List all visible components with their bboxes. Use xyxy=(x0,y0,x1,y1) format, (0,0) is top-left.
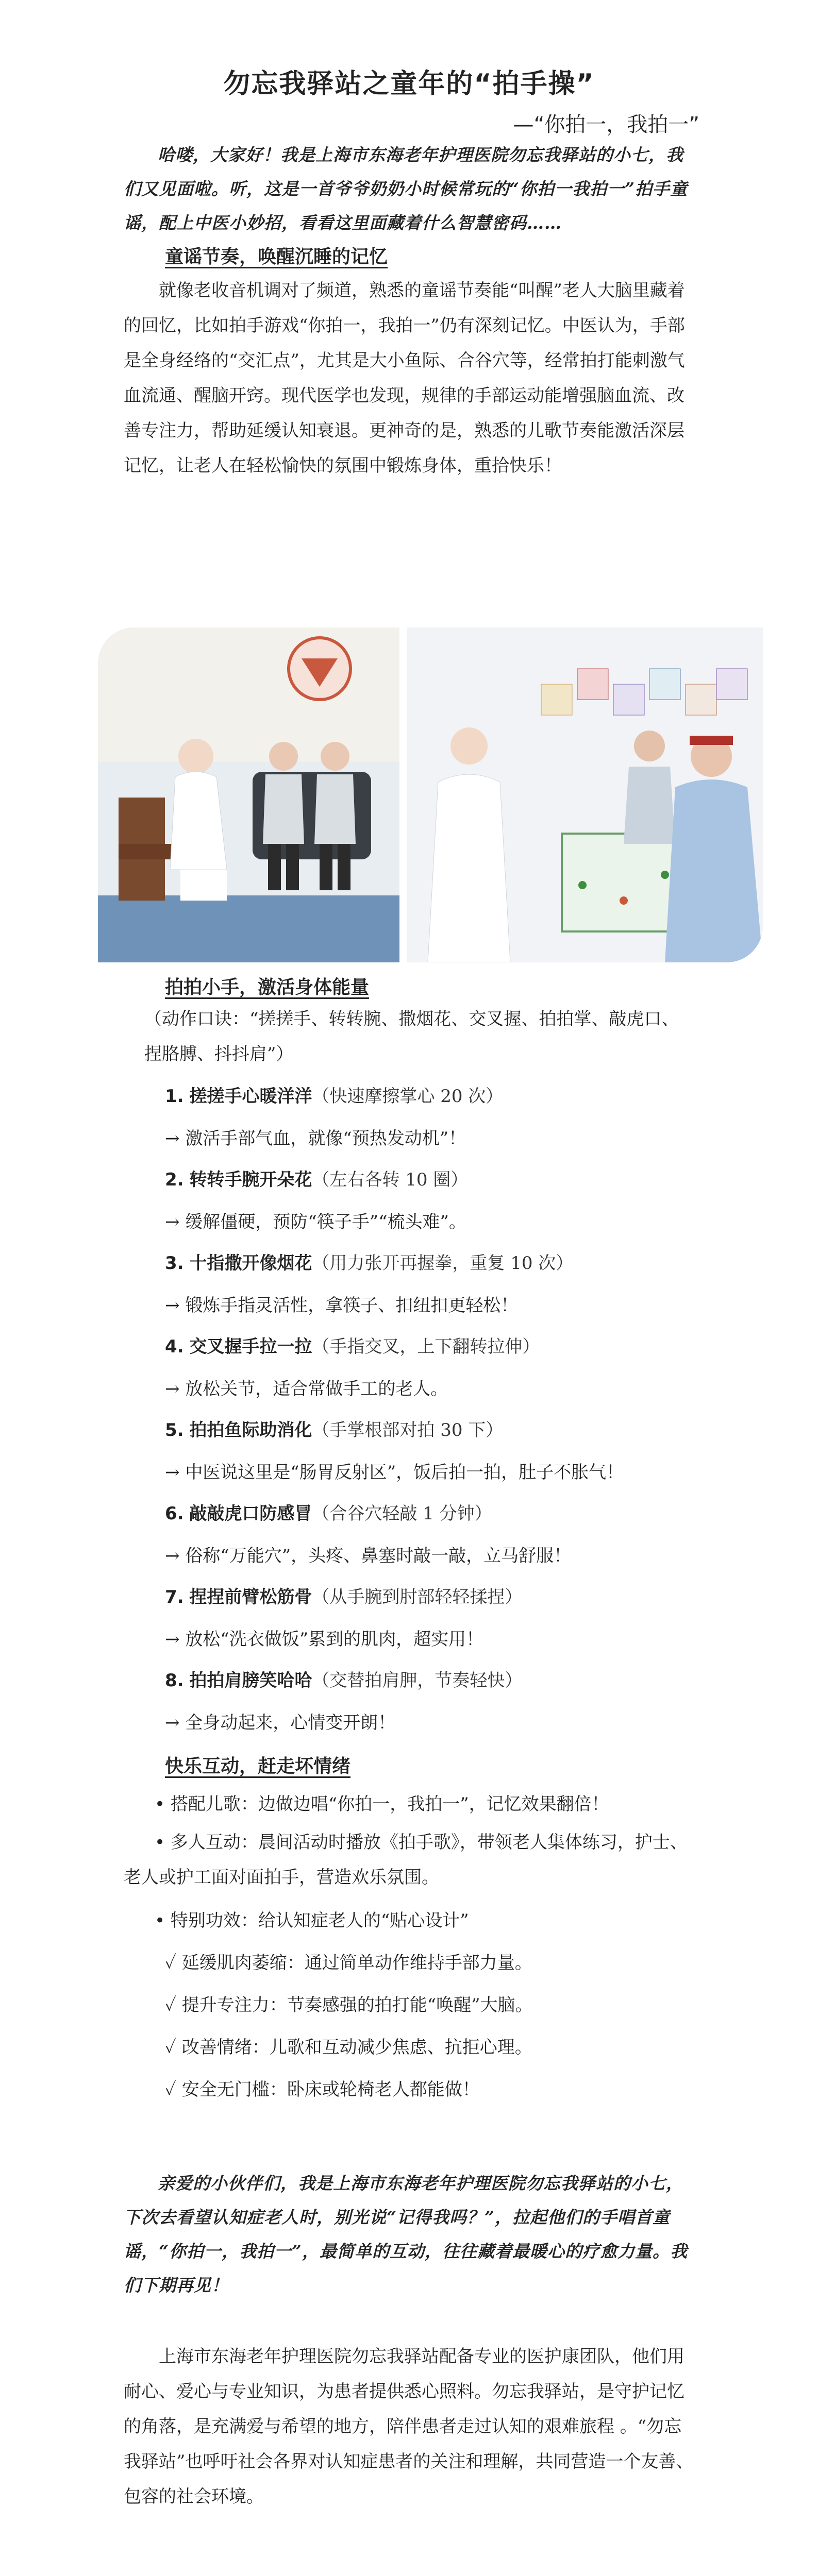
step-effect xyxy=(165,1208,466,1233)
step-name: 转转手腕开朵花 xyxy=(189,1170,312,1190)
step-name: 搓搓手心暖洋洋 xyxy=(189,1086,312,1107)
section2-heading: 拍拍小手，激活身体能量 xyxy=(165,976,370,998)
exercise-step xyxy=(165,1666,522,1691)
check-icon: ✓ xyxy=(165,1953,176,1973)
photo-clapping-exercise xyxy=(407,628,763,962)
bullet-icon: • xyxy=(155,1910,165,1931)
exercise-step xyxy=(165,1082,503,1107)
list-item-text: 搭配儿歌：边做边唱“你拍一，我拍一”，记忆效果翻倍！ xyxy=(170,1794,609,1815)
step-effect xyxy=(165,1375,448,1400)
step-number: 4. xyxy=(165,1336,184,1357)
section3-heading: 快乐互动，赶走坏情绪 xyxy=(165,1755,351,1777)
arrow-icon: → xyxy=(165,1295,180,1316)
exercise-chant: （动作口诀：“搓搓手、转转腕、撒烟花、交叉握、拍拍掌、敲虎口、捏胳膊、抖抖肩”） xyxy=(144,1009,679,1064)
benefit-item xyxy=(165,1991,533,2016)
list-item xyxy=(124,1825,696,1895)
section1-heading: 童谣节奏，唤醒沉睡的记忆 xyxy=(165,246,388,267)
arrow-icon: → xyxy=(165,1713,180,1733)
forget-me-not-flower-icon xyxy=(139,2571,283,2576)
exercise-step xyxy=(165,1499,492,1524)
step-effect-text: 俗称“万能穴”，头疼、鼻塞时敲一敲，立马舒服！ xyxy=(185,1546,572,1566)
step-effect xyxy=(165,1625,483,1650)
list-item-text: 多人互动：晨间活动时播放《拍手歌》，带领老人集体练习，护士、老人或护工面对面拍手，营造欢乐氛围。 xyxy=(124,1832,688,1888)
step-effect-text: 缓解僵硬，预防“筷子手”“梳头难”。 xyxy=(185,1212,466,1232)
section1-body: 就像老收音机调对了频道，熟悉的童谣节奏能“叫醒”老人大脑里藏着的回忆，比如拍手游戏“你拍一，我拍一”仍有深刻记忆。中医认为，手部是全身经络的“交汇点”，尤其是大小鱼际、合谷穴等，经常拍打能刺激气血流通、醒脑开窍。现代医学也发现，规律的手部运动能增强脑血流、改善专注力，帮助延缓认知衰退。更神奇的是，熟悉的儿歌节奏能激活深层记忆，让老人在轻松愉快的氛围中锻炼身体，重拾快乐！ xyxy=(124,280,685,476)
exercise-step xyxy=(165,1583,522,1608)
exercise-step xyxy=(165,1416,503,1441)
benefit-text: 安全无门槛：卧床或轮椅老人都能做！ xyxy=(181,2079,480,2100)
photo-nurse-with-elders xyxy=(98,628,399,962)
step-number: 3. xyxy=(165,1253,184,1274)
benefit-item xyxy=(165,1948,532,1974)
step-effect xyxy=(165,1124,466,1149)
list-item-text: 特别功效：给认知症老人的“贴心设计” xyxy=(170,1910,469,1931)
step-number: 5. xyxy=(165,1420,184,1440)
step-effect xyxy=(165,1541,571,1567)
step-name: 交叉握手拉一拉 xyxy=(189,1336,312,1357)
step-name: 拍拍鱼际助消化 xyxy=(189,1420,312,1440)
benefit-text: 改善情绪：儿歌和互动减少焦虑、抗拒心理。 xyxy=(181,2037,532,2058)
step-note: （手掌根部对拍 30 下） xyxy=(312,1420,504,1440)
step-number: 8. xyxy=(165,1670,184,1691)
closing-paragraph: 亲爱的小伙伴们，我是上海市东海老年护理医院勿忘我驿站的小七，下次去看望认知症老人时，别光说“记得我吗？”，拉起他们的手唱首童谣，“你拍一，我拍一”，最简单的互动，往往藏着最暖心的疗愈力量。我们下期再见！ xyxy=(124,2173,688,2295)
benefit-text: 延缓肌肉萎缩：通过简单动作维持手部力量。 xyxy=(181,1953,532,1973)
page-subtitle: —“你拍一，我拍一” xyxy=(513,113,699,137)
exercise-step xyxy=(165,1165,468,1191)
list-item xyxy=(155,1906,469,1931)
step-number: 2. xyxy=(165,1170,184,1190)
arrow-icon: → xyxy=(165,1629,180,1650)
check-icon: ✓ xyxy=(165,2079,176,2100)
step-number: 6. xyxy=(165,1503,184,1524)
step-effect xyxy=(165,1291,518,1316)
step-name: 敲敲虎口防感冒 xyxy=(189,1503,312,1524)
step-effect-text: 锻炼手指灵活性，拿筷子、扣纽扣更轻松！ xyxy=(185,1295,519,1316)
arrow-icon: → xyxy=(165,1462,180,1483)
step-effect xyxy=(165,1458,624,1483)
page-title: 勿忘我驿站之童年的“拍手操” xyxy=(223,69,595,99)
check-icon: ✓ xyxy=(165,2037,176,2058)
step-effect xyxy=(165,1708,395,1734)
step-note: （用力张开再握拳，重复 10 次） xyxy=(312,1253,574,1274)
step-effect-text: 放松关节，适合常做手工的老人。 xyxy=(185,1379,448,1399)
step-number: 1. xyxy=(165,1086,184,1107)
exercise-step xyxy=(165,1249,573,1274)
step-note: （合谷穴轻敲 1 分钟） xyxy=(312,1503,492,1524)
step-number: 7. xyxy=(165,1587,184,1607)
arrow-icon: → xyxy=(165,1379,180,1399)
step-name: 拍拍肩膀笑哈哈 xyxy=(189,1670,312,1691)
step-effect-text: 放松“洗衣做饭”累到的肌肉，超实用！ xyxy=(185,1629,484,1650)
arrow-icon: → xyxy=(165,1546,180,1566)
intro-paragraph: 哈喽，大家好！我是上海市东海老年护理医院勿忘我驿站的小七，我们又见面啦。听，这是一首爷爷奶奶小时候常玩的“你拍一我拍一”拍手童谣，配上中医小妙招，看看这里面藏着什么智慧密码…… xyxy=(124,145,688,233)
about-paragraph: 上海市东海老年护理医院勿忘我驿站配备专业的医护康团队，他们用耐心、爱心与专业知识，为患者提供悉心照料。勿忘我驿站，是守护记忆的角落，是充满爱与希望的地方，陪伴患者走过认知的艰难旅程 。“勿忘我驿站”也呼吁社会各界对认知症患者的关注和理解，共同营造一个友善、包容的社会环境。 xyxy=(124,2346,694,2507)
step-effect-text: 中医说这里是“肠胃反射区”，饭后拍一拍，肚子不胀气！ xyxy=(185,1462,624,1483)
step-effect-text: 全身动起来，心情变开朗！ xyxy=(185,1713,396,1733)
step-note: （快速摩擦掌心 20 次） xyxy=(312,1086,504,1107)
step-name: 十指撒开像烟花 xyxy=(189,1253,312,1274)
bullet-icon: • xyxy=(155,1794,165,1815)
step-note: （手指交叉，上下翻转拉伸） xyxy=(312,1336,540,1357)
station-logo xyxy=(139,2571,655,2576)
benefit-item xyxy=(165,2075,480,2100)
step-effect-text: 激活手部气血，就像“预热发动机”！ xyxy=(185,1128,466,1149)
exercise-step xyxy=(165,1332,540,1358)
step-note: （从手腕到肘部轻轻揉捏） xyxy=(312,1587,523,1607)
arrow-icon: → xyxy=(165,1128,180,1149)
arrow-icon: → xyxy=(165,1212,180,1232)
benefit-text: 提升专注力：节奏感强的拍打能“唤醒”大脑。 xyxy=(181,1995,533,2015)
list-item xyxy=(155,1790,609,1815)
step-name: 捏捏前臂松筋骨 xyxy=(189,1587,312,1607)
check-icon: ✓ xyxy=(165,1995,176,2015)
step-note: （左右各转 10 圈） xyxy=(312,1170,469,1190)
bullet-icon: • xyxy=(155,1832,165,1853)
benefit-item xyxy=(165,2033,532,2058)
step-note: （交替拍肩胛，节奏轻快） xyxy=(312,1670,523,1691)
